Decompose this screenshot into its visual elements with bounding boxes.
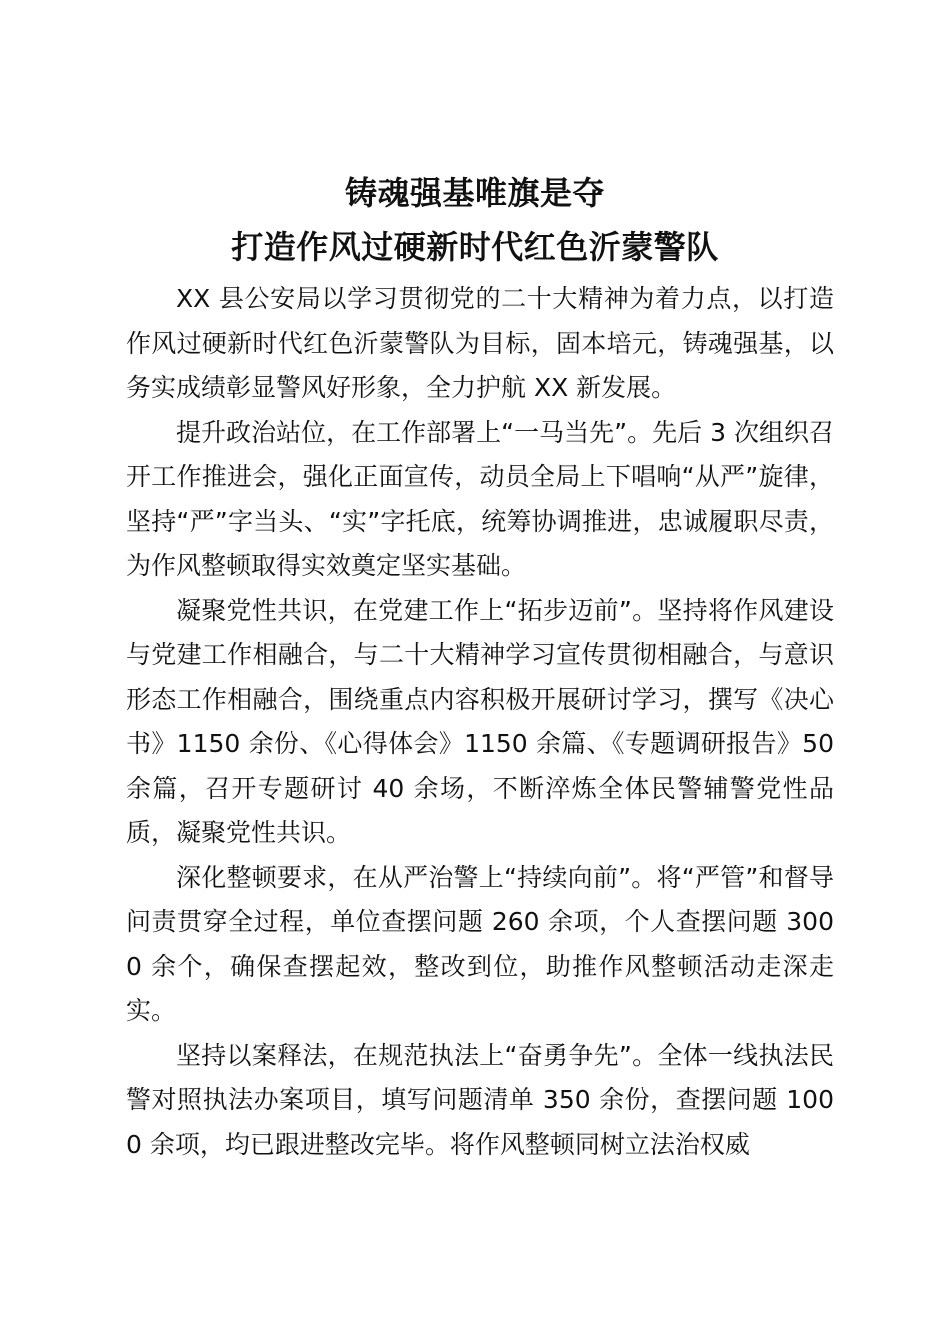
paragraph-intro: XX 县公安局以学习贯彻党的二十大精神为着力点，以打造作风过硬新时代红色沂蒙警队为目标，固本培元，铸魂强基，以务实成绩彰显警风好形象，全力护航 XX 新发展。 — [126, 284, 834, 402]
paragraph-strict-management: 深化整顿要求，在从严治警上“持续向前”。将“严管”和督导问责贯穿全过程，单位查摆问题 260 余项，个人查摆问题 3000 余个，确保查摆起效，整改到位，助推作风整顿活动走深走实。 — [126, 862, 834, 1025]
paragraph-political-stance: 提升政治站位，在工作部署上“一马当先”。先后 3 次组织召开工作推进会，强化正面宣传，动员全局上下唱响“从严”旋律，坚持“严”字当头、“实”字托底，统筹协调推进，忠诚履职尽责，为作风整顿取得实效奠定坚实基础。 — [126, 417, 834, 580]
title-line-2: 打造作风过硬新时代红色沂蒙警队 — [231, 228, 719, 266]
title-line-1: 铸魂强基唯旗是夺 — [344, 174, 605, 212]
paragraph-law-enforcement: 坚持以案释法，在规范执法上“奋勇争先”。全体一线执法民警对照执法办案项目，填写问题清单 350 余份，查摆问题 1000 余项，均已跟进整改完毕。将作风整顿同树立法治权威 — [126, 1040, 834, 1159]
paragraph-party-building: 凝聚党性共识，在党建工作上“拓步迈前”。坚持将作风建设与党建工作相融合，与二十大精神学习宣传贯彻相融合，与意识形态工作相融合，围绕重点内容积极开展研讨学习，撰写《决心书》1150 余份、《心得体会》1150 余篇、《专题调研报告》50 余篇，召开专题研讨 40 余场，不断淬炼全体民警辅警党性品质，凝聚党性共识。 — [126, 595, 834, 847]
document-title — [0, 166, 950, 274]
document-body — [126, 277, 834, 1167]
